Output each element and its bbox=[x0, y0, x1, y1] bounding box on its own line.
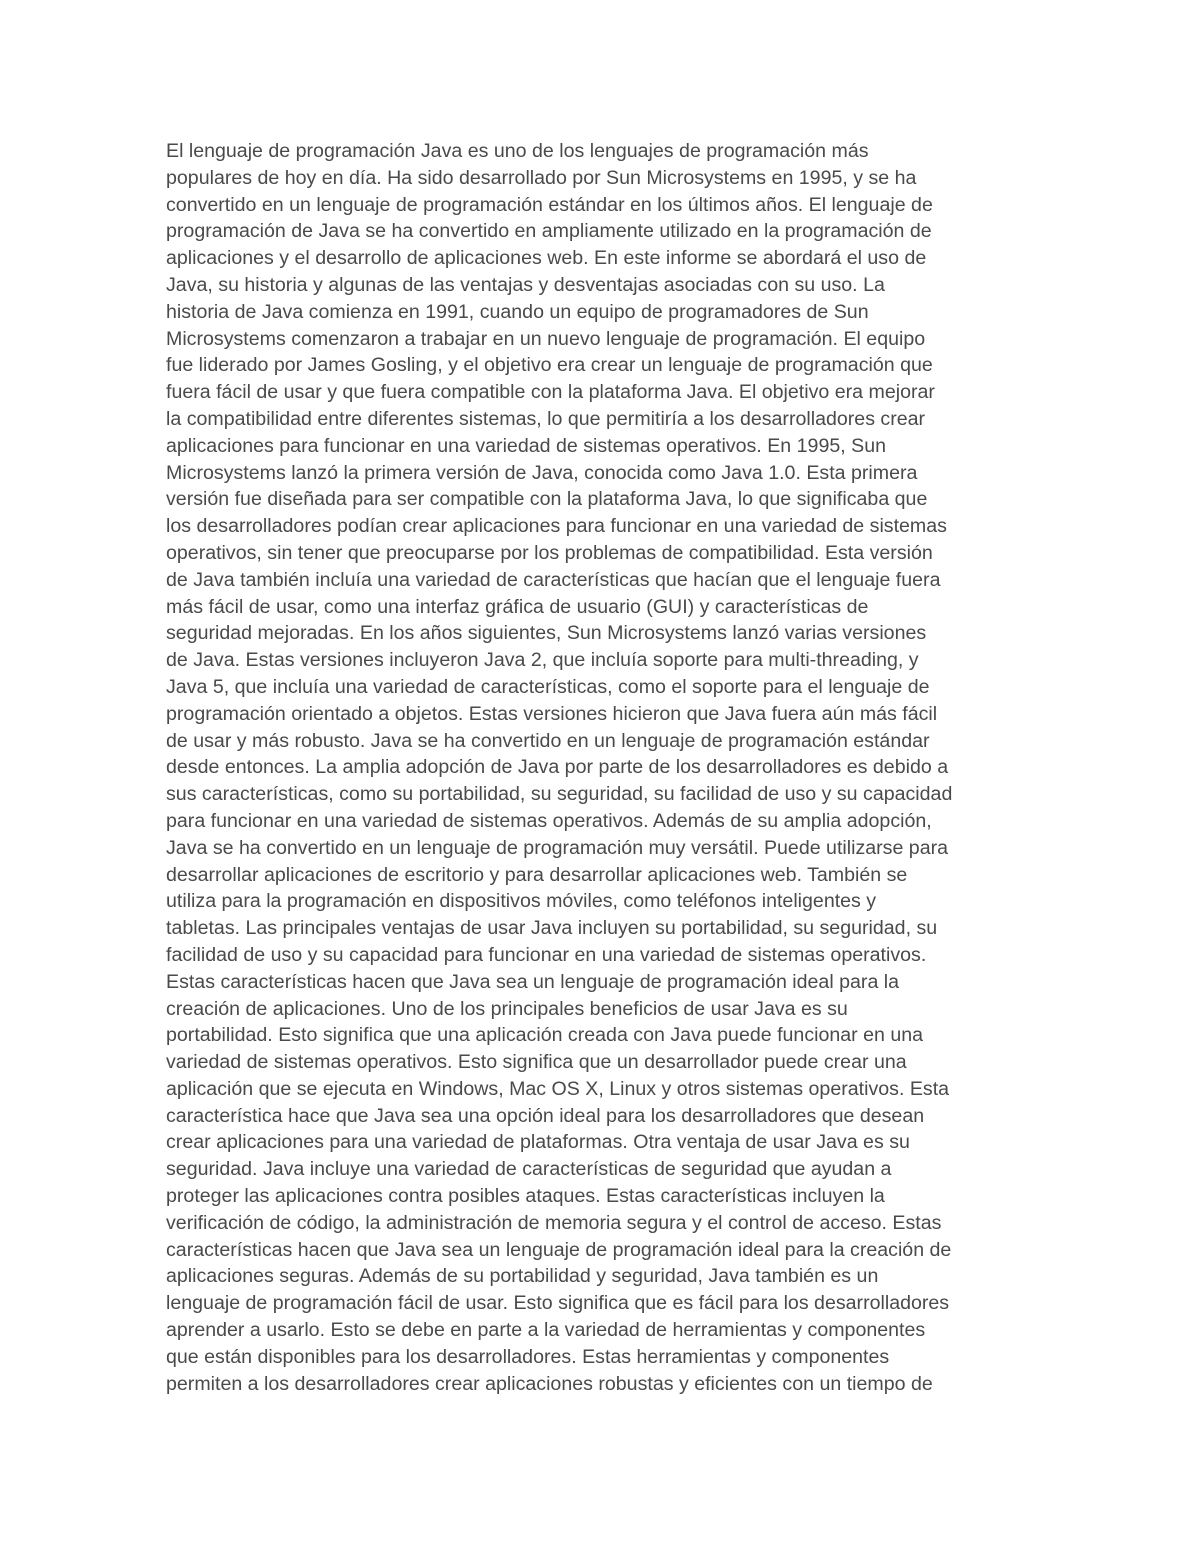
text-line: utiliza para la programación en dispositivos móviles, como teléfonos inteligentes y bbox=[166, 890, 877, 913]
text-line: fuera fácil de usar y que fuera compatible con la plataforma Java. El objetivo era mejorar bbox=[166, 381, 935, 404]
text-line: Java se ha convertido en un lenguaje de programación muy versátil. Puede utilizarse para bbox=[166, 836, 949, 859]
text-line: versión fue diseñada para ser compatible con la plataforma Java, lo que significaba que bbox=[166, 488, 928, 511]
text-line: aplicaciones seguras. Además de su portabilidad y seguridad, Java también es un bbox=[166, 1265, 879, 1288]
text-line: Estas características hacen que Java sea un lenguaje de programación ideal para la bbox=[166, 970, 900, 993]
text-line: aplicaciones y el desarrollo de aplicaciones web. En este informe se abordará el uso de bbox=[166, 247, 927, 270]
text-line: característica hace que Java sea una opción ideal para los desarrolladores que desean bbox=[166, 1104, 925, 1127]
text-line: operativos, sin tener que preocuparse por los problemas de compatibilidad. Esta versión bbox=[166, 541, 933, 564]
text-line: El lenguaje de programación Java es uno de los lenguajes de programación más bbox=[166, 140, 869, 162]
text-line: permiten a los desarrolladores crear aplicaciones robustas y eficientes con un tiempo de bbox=[166, 1372, 933, 1395]
text-line: la compatibilidad entre diferentes sistemas, lo que permitiría a los desarrolladores crear bbox=[166, 407, 926, 430]
text-line: aplicación que se ejecuta en Windows, Mac OS X, Linux y otros sistemas operativos. Esta bbox=[166, 1077, 950, 1100]
text-line: tabletas. Las principales ventajas de usar Java incluyen su portabilidad, su seguridad, su bbox=[166, 917, 938, 940]
text-line: Java, su historia y algunas de las ventajas y desventajas asociadas con su uso. La bbox=[166, 273, 885, 296]
text-line: sus características, como su portabilidad, su seguridad, su facilidad de uso y su capacidad bbox=[166, 783, 953, 806]
text-line: desarrollar aplicaciones de escritorio y para desarrollar aplicaciones web. También se bbox=[166, 863, 908, 886]
text-line: de usar y más robusto. Java se ha convertido en un lenguaje de programación estándar bbox=[166, 729, 930, 752]
text-line: aprender a usarlo. Esto se debe en parte a la variedad de herramientas y componentes bbox=[166, 1319, 926, 1342]
text-line: los desarrolladores podían crear aplicaciones para funcionar en una variedad de sistemas bbox=[166, 515, 947, 538]
text-line: verificación de código, la administración de memoria segura y el control de acceso. Estas bbox=[166, 1211, 942, 1234]
text-line: programación de Java se ha convertido en ampliamente utilizado en la programación de bbox=[166, 220, 932, 243]
text-line: crear aplicaciones para una variedad de plataformas. Otra ventaja de usar Java es su bbox=[166, 1131, 910, 1154]
text-line: Microsystems comenzaron a trabajar en un nuevo lenguaje de programación. El equipo bbox=[166, 327, 926, 350]
text-line: historia de Java comienza en 1991, cuando un equipo de programadores de Sun bbox=[166, 300, 869, 323]
text-line: programación orientado a objetos. Estas versiones hicieron que Java fuera aún más fácil bbox=[166, 702, 938, 725]
text-line: seguridad. Java incluye una variedad de características de seguridad que ayudan a bbox=[166, 1158, 892, 1181]
text-line: portabilidad. Esto significa que una aplicación creada con Java puede funcionar en una bbox=[166, 1024, 924, 1047]
text-line: para funcionar en una variedad de sistemas operativos. Además de su amplia adopción, bbox=[166, 809, 932, 832]
body-text bbox=[166, 138, 1046, 1397]
text-line: variedad de sistemas operativos. Esto significa que un desarrollador puede crear una bbox=[166, 1051, 907, 1074]
text-line: que están disponibles para los desarrolladores. Estas herramientas y componentes bbox=[166, 1345, 890, 1368]
text-line: de Java. Estas versiones incluyeron Java 2, que incluía soporte para multi-threading, y bbox=[166, 649, 919, 672]
text-line: desde entonces. La amplia adopción de Java por parte de los desarrolladores es debido a bbox=[166, 756, 949, 779]
text-line: convertido en un lenguaje de programación estándar en los últimos años. El lenguaje de bbox=[166, 193, 933, 216]
text-line: características hacen que Java sea un lenguaje de programación ideal para la creación de bbox=[166, 1238, 952, 1261]
text-line: seguridad mejoradas. En los años siguientes, Sun Microsystems lanzó varias versiones bbox=[166, 622, 927, 645]
text-line: aplicaciones para funcionar en una variedad de sistemas operativos. En 1995, Sun bbox=[166, 434, 886, 457]
text-line: Java 5, que incluía una variedad de características, como el soporte para el lenguaje de bbox=[166, 675, 930, 698]
text-line: fue liderado por James Gosling, y el objetivo era crear un lenguaje de programación que bbox=[166, 354, 933, 377]
text-line: facilidad de uso y su capacidad para funcionar en una variedad de sistemas operativos. bbox=[166, 943, 927, 966]
text-line: Microsystems lanzó la primera versión de Java, conocida como Java 1.0. Esta primera bbox=[166, 461, 918, 484]
text-line: creación de aplicaciones. Uno de los principales beneficios de usar Java es su bbox=[166, 997, 848, 1020]
text-line: proteger las aplicaciones contra posibles ataques. Estas características incluyen la bbox=[166, 1185, 885, 1208]
text-line: más fácil de usar, como una interfaz gráfica de usuario (GUI) y características de bbox=[166, 595, 869, 618]
text-line: de Java también incluía una variedad de características que hacían que el lenguaje fuera bbox=[166, 568, 941, 591]
text-line: lenguaje de programación fácil de usar. Esto significa que es fácil para los desarrolladores bbox=[166, 1292, 950, 1315]
text-line: populares de hoy en día. Ha sido desarrollado por Sun Microsystems en 1995, y se ha bbox=[166, 166, 917, 189]
